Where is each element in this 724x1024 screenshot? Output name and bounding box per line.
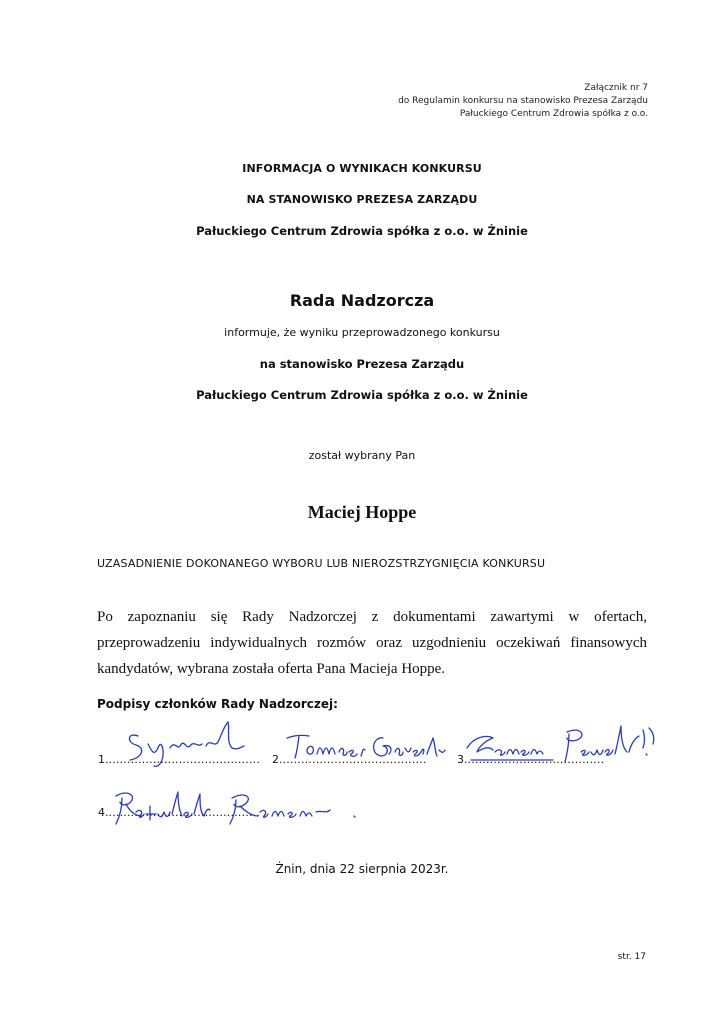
signature-dots: ......................................... bbox=[108, 806, 261, 819]
company-text: Pałuckiego Centrum Zdrowia spółka z o.o. w Żninie bbox=[196, 388, 528, 402]
attachment-line-3: Pałuckiego Centrum Zdrowia spółka z o.o. bbox=[459, 109, 648, 119]
attachment-line-1: Załącznik nr 7 bbox=[584, 83, 648, 93]
justification-paragraph: Po zapoznaniu się Rady Nadzorczej z dokumentami zawartymi w ofertach, przeprowadzeniu indywidualnych rozmów oraz uzgodnieniu oczekiwań finansowych kandydatów, wybrana została oferta Pana Macieja Hoppe. bbox=[97, 609, 647, 677]
handwritten-signature-3 bbox=[463, 722, 663, 768]
winner-name: Maciej Hoppe bbox=[307, 502, 417, 522]
signature-number: 3. bbox=[457, 753, 468, 766]
justification-heading: UZASADNIENIE DOKONANEGO WYBORU LUB NIEROZSTRZYGNIĘCIA KONKURSU bbox=[97, 557, 546, 570]
heading-line-2: NA STANOWISKO PREZESA ZARZĄDU bbox=[246, 193, 478, 206]
board-name: Rada Nadzorcza bbox=[289, 291, 435, 310]
place-date: Żnin, dnia 22 sierpnia 2023r. bbox=[275, 862, 449, 876]
position-text: na stanowisko Prezesa Zarządu bbox=[259, 357, 465, 371]
attachment-note bbox=[398, 82, 648, 121]
signature-number: 1. bbox=[98, 753, 109, 766]
handwritten-signature-4 bbox=[110, 786, 360, 826]
handwritten-signature-2 bbox=[282, 730, 450, 766]
signature-number: 2. bbox=[272, 753, 283, 766]
heading-line-1: INFORMACJA O WYNIKACH KONKURSU bbox=[242, 162, 482, 175]
page-number: str. 17 bbox=[617, 952, 646, 962]
signature-dots: ..................................... bbox=[467, 753, 605, 766]
signature-dots: ......................................... bbox=[108, 753, 261, 766]
signatures-heading: Podpisy członków Rady Nadzorczej: bbox=[97, 697, 338, 711]
signature-dots: ....................................... bbox=[282, 753, 427, 766]
heading-company: Pałuckiego Centrum Zdrowia spółka z o.o. w Żninie bbox=[196, 224, 528, 238]
attachment-line-2: do Regulamin konkursu na stanowisko Prezesa Zarządu bbox=[398, 96, 648, 106]
handwritten-signature-1 bbox=[118, 718, 248, 768]
chosen-text: został wybrany Pan bbox=[308, 449, 416, 462]
signature-number: 4. bbox=[98, 806, 109, 819]
informs-text: informuje, że wyniku przeprowadzonego konkursu bbox=[224, 326, 500, 339]
